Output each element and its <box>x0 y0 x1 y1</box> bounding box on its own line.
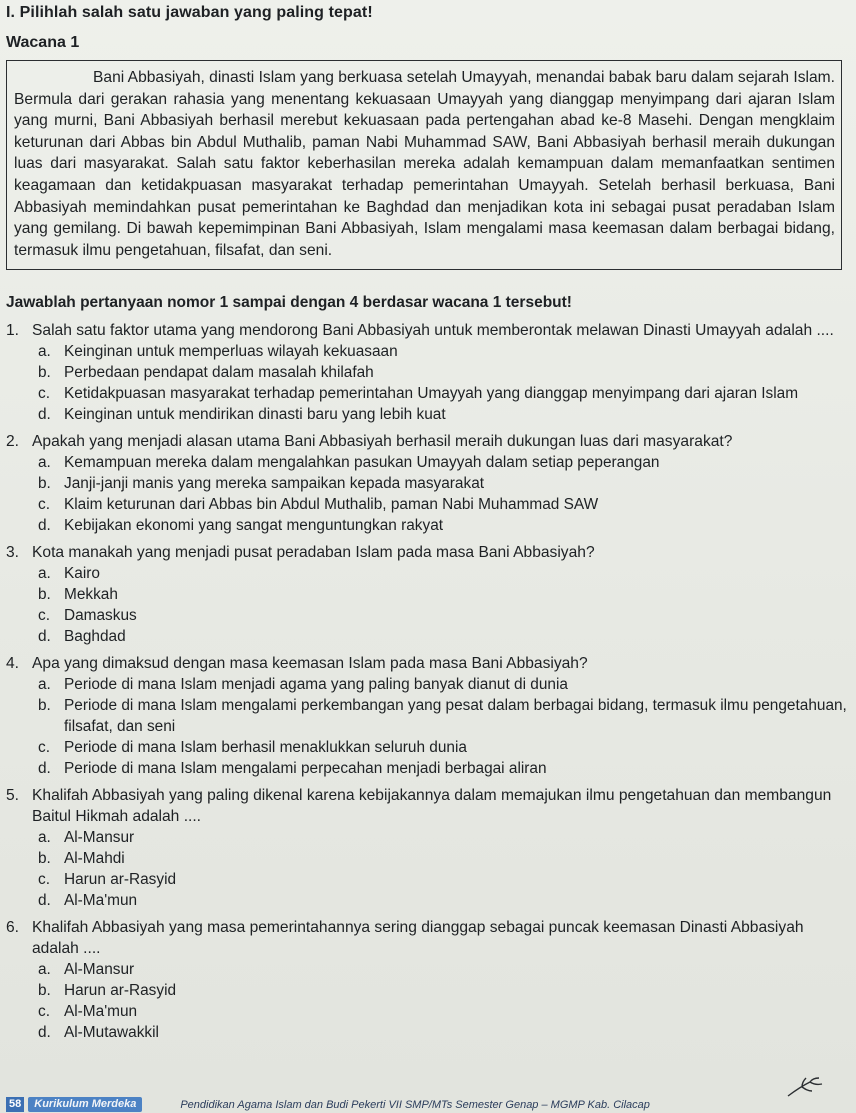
question-number: 6. <box>6 919 20 936</box>
answer-option[interactable] <box>38 563 848 584</box>
option-text: Damaskus <box>64 607 137 624</box>
option-list <box>38 827 848 911</box>
answer-option[interactable] <box>38 758 848 779</box>
option-letter: b. <box>38 364 51 381</box>
question-list <box>6 320 848 1049</box>
answer-option[interactable] <box>38 959 848 980</box>
question-number: 2. <box>6 433 20 450</box>
option-text: Periode di mana Islam berhasil menaklukkan seluruh dunia <box>64 739 467 756</box>
option-list <box>38 341 848 425</box>
answer-option[interactable] <box>38 695 848 737</box>
option-letter: d. <box>38 1024 51 1041</box>
question-text: Apa yang dimaksud dengan masa keemasan Islam pada masa Bani Abbasiyah? <box>32 655 588 672</box>
answer-option[interactable] <box>38 827 848 848</box>
option-text: Klaim keturunan dari Abbas bin Abdul Muthalib, paman Nabi Muhammad SAW <box>64 496 599 513</box>
answer-option[interactable] <box>38 362 848 383</box>
question-row <box>6 542 848 563</box>
question-row <box>6 785 848 827</box>
option-letter: d. <box>38 628 51 645</box>
option-letter: a. <box>38 961 51 978</box>
question-text: Apakah yang menjadi alasan utama Bani Abbasiyah berhasil meraih dukungan luas dari masyarakat? <box>32 433 733 450</box>
page-number: 58 <box>6 1097 24 1112</box>
book-title: Pendidikan Agama Islam dan Budi Pekerti VII SMP/MTs Semester Genap – MGMP Kab. Cilacap <box>180 1098 650 1111</box>
option-letter: b. <box>38 697 51 714</box>
question-item <box>6 542 848 647</box>
option-text: Al-Mutawakkil <box>64 1024 159 1041</box>
answer-option[interactable] <box>38 605 848 626</box>
option-letter: d. <box>38 517 51 534</box>
answer-option[interactable] <box>38 848 848 869</box>
option-text: Mekkah <box>64 586 118 603</box>
option-text: Keinginan untuk memperluas wilayah kekuasaan <box>64 343 398 360</box>
question-row <box>6 320 848 341</box>
answer-option[interactable] <box>38 452 848 473</box>
option-letter: a. <box>38 454 51 471</box>
passage-title: Wacana 1 <box>6 34 80 51</box>
option-letter: b. <box>38 982 51 999</box>
question-number: 4. <box>6 655 20 672</box>
option-text: Ketidakpuasan masyarakat terhadap pemerintahan Umayyah yang dianggap menyimpang dari ajaran Islam <box>64 385 799 402</box>
answer-option[interactable] <box>38 869 848 890</box>
question-text: Kota manakah yang menjadi pusat peradaban Islam pada masa Bani Abbasiyah? <box>32 544 595 561</box>
option-text: Al-Mansur <box>64 829 135 846</box>
option-text: Periode di mana Islam mengalami perkembangan yang pesat dalam berbagai bidang, termasuk ilmu pengetahuan, filsafat, dan seni <box>64 697 847 735</box>
question-text: Salah satu faktor utama yang mendorong Bani Abbasiyah untuk memberontak melawan Dinasti Umayyah adalah .... <box>32 322 834 339</box>
question-row <box>6 653 848 674</box>
option-letter: a. <box>38 565 51 582</box>
option-text: Kemampuan mereka dalam mengalahkan pasukan Umayyah dalam setiap peperangan <box>64 454 660 471</box>
answer-option[interactable] <box>38 515 848 536</box>
option-letter: d. <box>38 760 51 777</box>
option-letter: a. <box>38 343 51 360</box>
option-letter: d. <box>38 892 51 909</box>
instruction-text: Jawablah pertanyaan nomor 1 sampai dengan 4 berdasar wacana 1 tersebut! <box>6 294 572 311</box>
option-letter: b. <box>38 850 51 867</box>
question-row <box>6 431 848 452</box>
question-item <box>6 431 848 536</box>
passage-text: Bani Abbasiyah, dinasti Islam yang berkuasa setelah Umayyah, menandai babak baru dalam sejarah Islam. Bermula dari gerakan rahasia yang menentang kekuasaan Umayyah yang dianggap menyimpang dari ajaran Islam yang murni, Bani Abbasiyah berhasil merebut kekuasaan pada pertengahan abad ke-8 Masehi. Dengan mengklaim keturunan dari Abbas bin Abdul Muthalib, paman Nabi Muhammad SAW, Bani Abbasiyah berhasil meraih dukungan luas dari masyarakat. Salah satu faktor keberhasilan mereka adalah kemampuan dalam memanfaatkan sentimen keagamaan dan ketidakpuasan masyarakat terhadap pemerintahan Umayyah. Setelah berhasil berkuasa, Bani Abbasiyah memindahkan pusat pemerintahan ke Baghdad dan menjadikan kota ini sebagai pusat peradaban Islam yang gemilang. Di bawah kepemimpinan Bani Abbasiyah, Islam mengalami masa keemasan dalam berbagai bidang, termasuk ilmu pengetahuan, filsafat, dan seni. <box>14 69 835 259</box>
option-letter: b. <box>38 475 51 492</box>
option-text: Baghdad <box>64 628 126 645</box>
option-text: Periode di mana Islam mengalami perpecahan menjadi berbagai aliran <box>64 760 547 777</box>
option-letter: a. <box>38 676 51 693</box>
question-number: 1. <box>6 322 20 339</box>
option-letter: d. <box>38 406 51 423</box>
question-item <box>6 320 848 425</box>
answer-option[interactable] <box>38 404 848 425</box>
option-text: Janji-janji manis yang mereka sampaikan kepada masyarakat <box>64 475 485 492</box>
option-text: Al-Ma'mun <box>64 1003 138 1020</box>
answer-option[interactable] <box>38 626 848 647</box>
option-list <box>38 959 848 1043</box>
question-item <box>6 785 848 911</box>
option-text: Harun ar-Rasyid <box>64 871 177 888</box>
answer-option[interactable] <box>38 737 848 758</box>
question-item <box>6 917 848 1043</box>
question-number: 3. <box>6 544 20 561</box>
answer-option[interactable] <box>38 980 848 1001</box>
option-list <box>38 452 848 536</box>
option-text: Kebijakan ekonomi yang sangat menguntungkan rakyat <box>64 517 444 534</box>
option-text: Kairo <box>64 565 100 582</box>
answer-option[interactable] <box>38 383 848 404</box>
answer-option[interactable] <box>38 584 848 605</box>
option-letter: a. <box>38 829 51 846</box>
page-footer <box>0 1096 856 1113</box>
section-title: I. Pilihlah salah satu jawaban yang paling tepat! <box>6 4 373 21</box>
answer-option[interactable] <box>38 341 848 362</box>
option-letter: c. <box>38 1003 50 1020</box>
question-text: Khalifah Abbasiyah yang masa pemerintahannya sering dianggap sebagai puncak keemasan Dinasti Abbasiyah adalah .... <box>32 919 804 957</box>
option-letter: c. <box>38 739 50 756</box>
question-item <box>6 653 848 779</box>
option-letter: c. <box>38 607 50 624</box>
option-letter: c. <box>38 496 50 513</box>
answer-option[interactable] <box>38 1001 848 1022</box>
option-letter: c. <box>38 871 50 888</box>
answer-option[interactable] <box>38 473 848 494</box>
option-text: Al-Mansur <box>64 961 135 978</box>
option-list <box>38 563 848 647</box>
curriculum-badge: Kurikulum Merdeka <box>28 1097 142 1112</box>
option-text: Harun ar-Rasyid <box>64 982 177 999</box>
option-text: Perbedaan pendapat dalam masalah khilafah <box>64 364 374 381</box>
option-letter: b. <box>38 586 51 603</box>
answer-option[interactable] <box>38 494 848 515</box>
option-list <box>38 674 848 779</box>
option-text: Al-Mahdi <box>64 850 125 867</box>
leaf-decoration-icon <box>786 1076 826 1098</box>
option-letter: c. <box>38 385 50 402</box>
question-number: 5. <box>6 787 20 804</box>
answer-option[interactable] <box>38 674 848 695</box>
passage-box <box>6 60 842 270</box>
option-text: Keinginan untuk mendirikan dinasti baru yang lebih kuat <box>64 406 446 423</box>
option-text: Periode di mana Islam menjadi agama yang paling banyak dianut di dunia <box>64 676 568 693</box>
answer-option[interactable] <box>38 1022 848 1043</box>
answer-option[interactable] <box>38 890 848 911</box>
question-text: Khalifah Abbasiyah yang paling dikenal karena kebijakannya dalam memajukan ilmu pengetahuan dan membangun Baitul Hikmah adalah .... <box>32 787 832 825</box>
option-text: Al-Ma'mun <box>64 892 138 909</box>
question-row <box>6 917 848 959</box>
